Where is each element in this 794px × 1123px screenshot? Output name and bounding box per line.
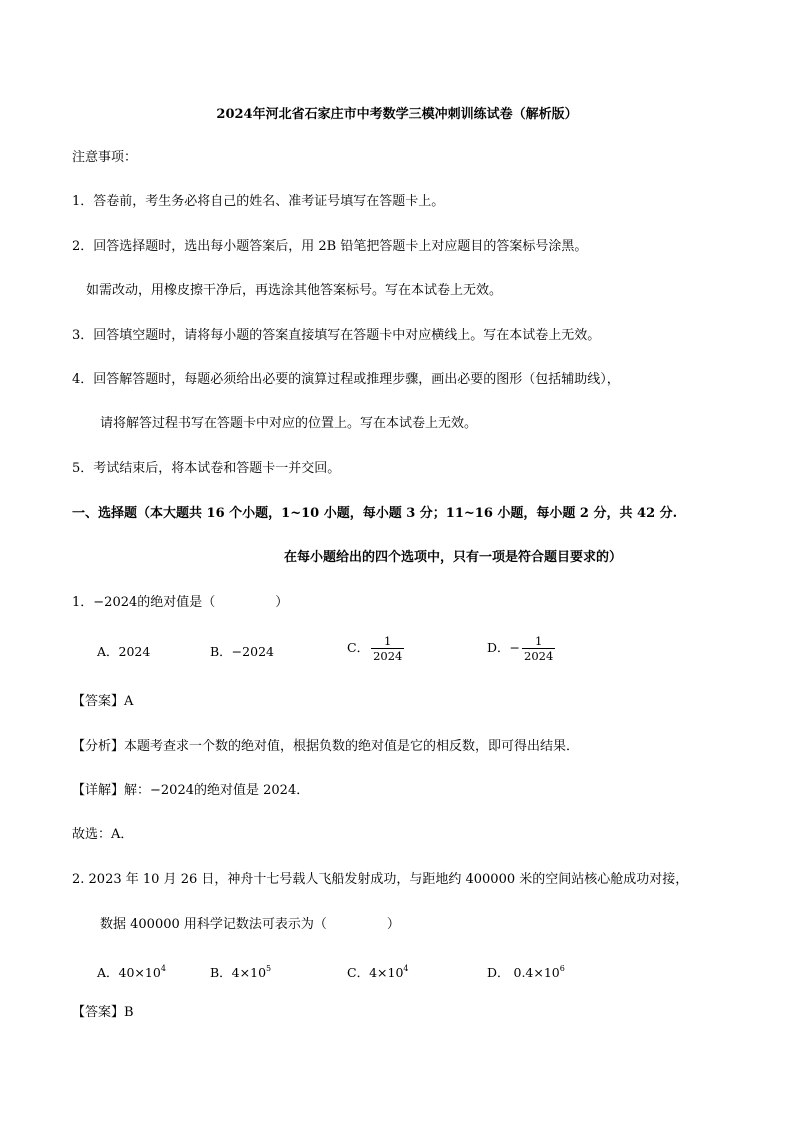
- detail-tag: 【详解】: [72, 783, 125, 798]
- q1-answer: [72, 693, 133, 711]
- option-exponent: 6: [559, 964, 565, 973]
- option-base: B．4×10: [210, 965, 267, 980]
- analysis-tag: 【分析】: [72, 739, 125, 754]
- option-base: D． 0.4×10: [487, 965, 560, 980]
- q1-option-c: [347, 634, 404, 663]
- option-base: C．4×10: [347, 965, 404, 980]
- option-exponent: 5: [266, 964, 272, 973]
- notice-heading: 注意事项：: [72, 150, 138, 165]
- q2-answer: [72, 1004, 134, 1022]
- option-label: D．−: [487, 640, 520, 655]
- question-1-stem: [72, 594, 288, 612]
- answer-value: A: [124, 694, 134, 709]
- notice-item-2-cont: 如需改动，用橡皮擦干净后，再选涂其他答案标号。写在本试卷上无效。: [86, 283, 503, 298]
- fraction-numerator: 1: [534, 634, 543, 648]
- answer-tag: 【答案】: [72, 1005, 125, 1020]
- question-2-stem-cont: [100, 916, 400, 934]
- notice-item-2: 2．回答选择题时，选出每小题答案后，用 2B 铅笔把答题卡上对应题目的答案标号涂黑。: [72, 239, 588, 254]
- q2-option-d: [487, 960, 565, 982]
- answer-tag: 【答案】: [72, 694, 125, 709]
- notice-item-1: 1．答卷前，考生务必将自己的姓名、准考证号填写在答题卡上。: [72, 194, 445, 209]
- option-exponent: 4: [160, 964, 166, 973]
- question-2-stem: 2. 2023 年 10 月 26 日，神舟十七号载人飞船发射成功，与距地约 400000 米的空间站核心舱成功对接，: [72, 872, 689, 887]
- detail-text: 解：−2024的绝对值是 2024．: [124, 783, 310, 798]
- section-heading: 一、选择题（本大题共 16 个小题，1~10 小题，每小题 3 分；11~16 小题，每小题 2 分，共 42 分.: [72, 506, 678, 521]
- q1-option-b: B．−2024: [210, 644, 274, 659]
- q2-option-b: [210, 960, 271, 982]
- option-base: A．40×10: [97, 965, 161, 980]
- question-close-paren: ）: [275, 595, 289, 610]
- q2-option-a: [97, 960, 166, 982]
- fraction: [522, 634, 555, 663]
- answer-value: B: [124, 1005, 134, 1020]
- q2-option-c: [347, 960, 409, 982]
- page-title: 2024年河北省石家庄市中考数学三模冲刺训练试卷（解析版）: [216, 107, 578, 122]
- question-close-paren: ）: [386, 917, 400, 932]
- question-text: 数据 400000 用科学记数法可表示为（: [100, 917, 327, 932]
- notice-item-5: 5．考试结束后，将本试卷和答题卡一并交回。: [72, 461, 341, 476]
- option-label: C．: [347, 640, 370, 655]
- fraction-denominator: 2024: [373, 649, 403, 663]
- fraction-denominator: 2024: [524, 649, 554, 663]
- question-number: 1．: [72, 595, 94, 610]
- option-exponent: 4: [403, 964, 409, 973]
- q1-analysis: [72, 738, 579, 756]
- q1-option-a: A．2024: [97, 644, 151, 659]
- analysis-text: 本题考查求一个数的绝对值，根据负数的绝对值是它的相反数，即可得出结果．: [124, 739, 580, 754]
- q1-choose: 故选：A．: [72, 827, 134, 842]
- notice-item-3: 3．回答填空题时，请将每小题的答案直接填写在答题卡中对应横线上。写在本试卷上无效。: [72, 328, 601, 343]
- fraction: [371, 634, 404, 663]
- notice-item-4-cont: 请将解答过程书写在答题卡中对应的位置上。写在本试卷上无效。: [100, 416, 478, 431]
- section-subheading: 在每小题给出的四个选项中，只有一项是符合题目要求的）: [284, 550, 623, 565]
- fraction-numerator: 1: [384, 634, 392, 648]
- notice-item-4: 4．回答解答题时，每题必须给出必要的演算过程或推理步骤，画出必要的图形（包括辅助线），: [72, 372, 620, 387]
- q1-detail: [72, 782, 309, 800]
- question-text: −2024的绝对值是（: [93, 595, 216, 610]
- q1-option-d: [487, 634, 555, 663]
